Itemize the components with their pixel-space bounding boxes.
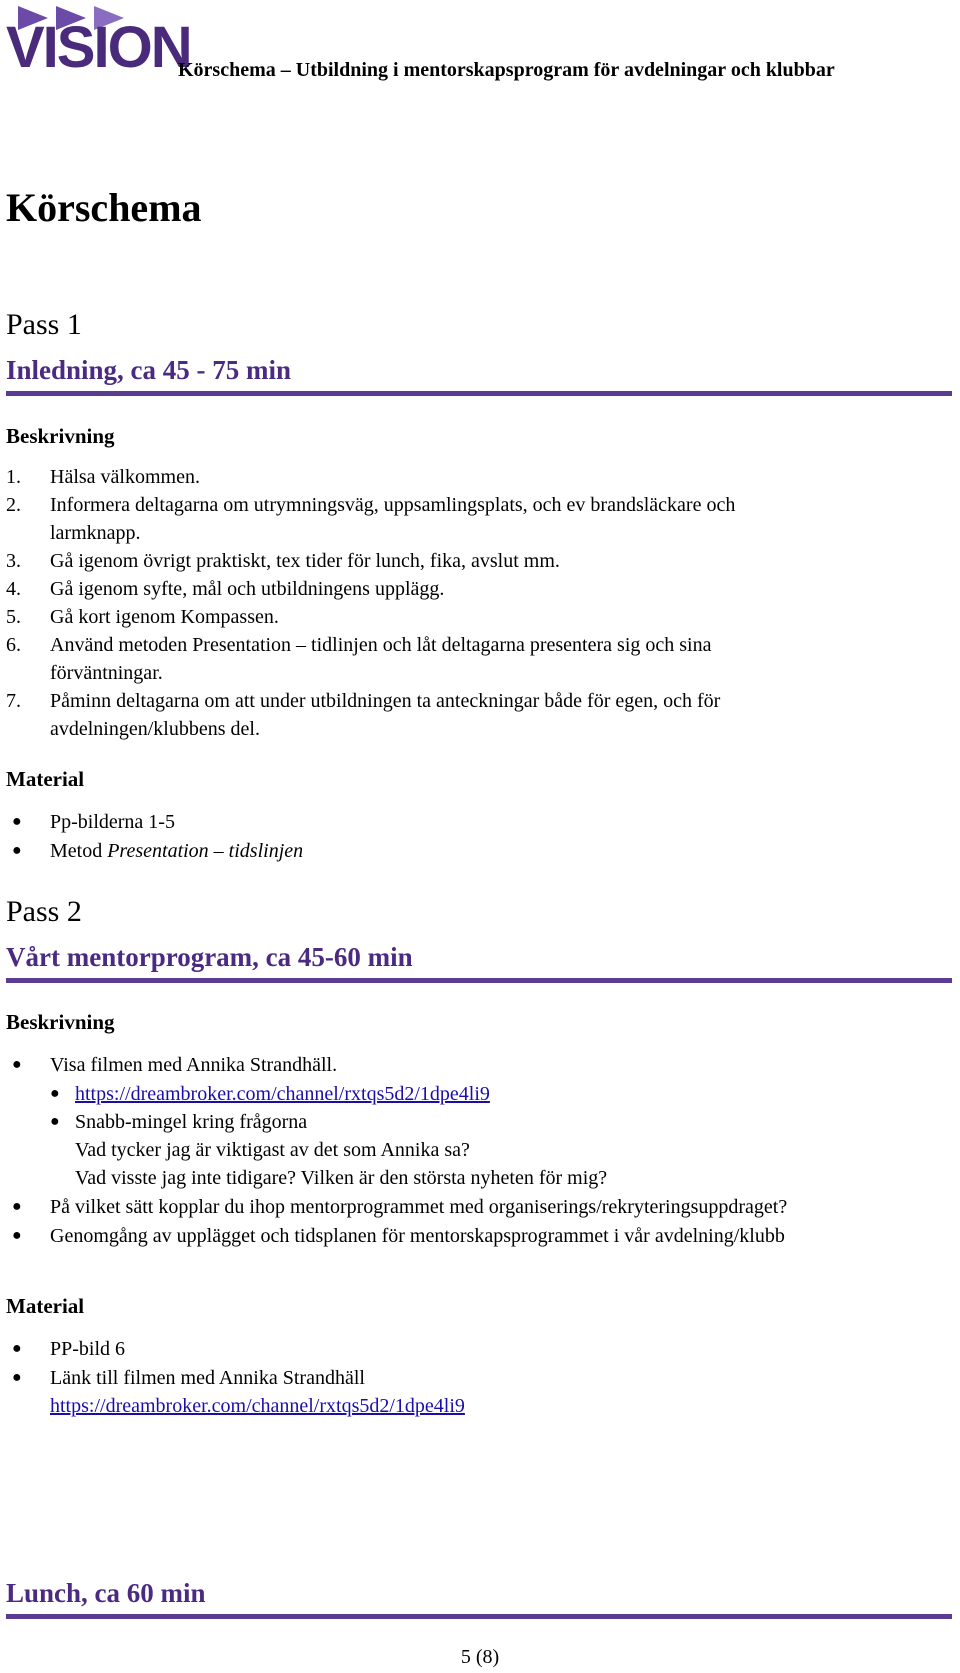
page-number: 5 (8) <box>460 1646 500 1668</box>
step-number: 6. <box>6 634 21 656</box>
bullet-icon: ● <box>12 1198 22 1215</box>
step-text: Gå igenom syfte, mål och utbildningens upplägg. <box>50 578 445 600</box>
step-text: Gå igenom övrigt praktiskt, tex tider för lunch, fika, avslut mm. <box>50 550 560 572</box>
item-text: Vad visste jag inte tidigare? Vilken är den största nyheten för mig? <box>75 1167 608 1189</box>
item-text: Genomgång av upplägget och tidsplanen för mentorskapsprogrammet i vår avdelning/klubb <box>50 1225 785 1247</box>
pass2-label: Pass 2 <box>6 895 82 928</box>
item-text: Vad tycker jag är viktigast av det som Annika sa? <box>75 1139 470 1161</box>
bullet-icon: ● <box>12 1340 22 1357</box>
step-text: Hälsa välkommen. <box>50 466 200 488</box>
step-text: avdelningen/klubbens del. <box>50 718 260 740</box>
step-text: Påminn deltagarna om att under utbildningen ta anteckningar både för egen, och för <box>50 690 721 712</box>
material-method-name: Presentation – tidslinjen <box>107 840 304 862</box>
pass1-beskrivning-label: Beskrivning <box>6 424 115 448</box>
pass1-material-label: Material <box>6 767 85 791</box>
step-text: larmknapp. <box>50 522 141 544</box>
step-number: 1. <box>6 466 21 488</box>
material-text: PP-bild 6 <box>50 1338 126 1360</box>
pass1-heading: Inledning, ca 45 - 75 min <box>6 353 952 396</box>
bullet-icon: ● <box>12 1056 22 1073</box>
bullet-icon: ● <box>12 813 22 830</box>
pass2-heading: Vårt mentorprogram, ca 45-60 min <box>6 940 952 983</box>
item-text: Visa filmen med Annika Strandhäll. <box>50 1054 338 1076</box>
material-film-link[interactable]: https://dreambroker.com/channel/rxtqs5d2/1dpe4li9 <box>50 1395 465 1417</box>
bullet-icon: ● <box>50 1085 60 1102</box>
film-link[interactable]: https://dreambroker.com/channel/rxtqs5d2/1dpe4li9 <box>75 1083 490 1105</box>
lunch-heading: Lunch, ca 60 min <box>6 1576 952 1619</box>
pass1-label: Pass 1 <box>6 308 82 341</box>
header-title: Körschema – Utbildning i mentorskapsprogram för avdelningar och klubbar <box>178 59 835 81</box>
step-number: 2. <box>6 494 21 516</box>
step-number: 5. <box>6 606 21 628</box>
step-text: Informera deltagarna om utrymningsväg, uppsamlingsplats, och ev brandsläckare och <box>50 494 736 516</box>
step-number: 3. <box>6 550 21 572</box>
step-number: 4. <box>6 578 21 600</box>
bullet-icon: ● <box>12 842 22 859</box>
step-text: Använd metoden Presentation – tidlinjen och låt deltagarna presentera sig och sina <box>50 634 712 656</box>
step-number: 7. <box>6 690 21 712</box>
item-text: På vilket sätt kopplar du ihop mentorprogrammet med organiserings/rekryteringsuppdraget? <box>50 1196 788 1218</box>
vision-logo: VISION <box>6 15 191 80</box>
item-text: Snabb-mingel kring frågorna <box>75 1111 308 1133</box>
step-text: Gå kort igenom Kompassen. <box>50 606 279 628</box>
bullet-icon: ● <box>12 1227 22 1244</box>
document-title: Körschema <box>6 185 202 230</box>
pass2-beskrivning-label: Beskrivning <box>6 1010 115 1034</box>
material-prefix: Metod <box>50 840 108 862</box>
step-text: förväntningar. <box>50 662 163 684</box>
pass2-material-label: Material <box>6 1294 85 1318</box>
material-text <box>50 837 303 865</box>
material-text: Länk till filmen med Annika Strandhäll <box>50 1367 365 1389</box>
material-text: Pp-bilderna 1-5 <box>50 811 175 833</box>
bullet-icon: ● <box>50 1113 60 1130</box>
bullet-icon: ● <box>12 1369 22 1386</box>
